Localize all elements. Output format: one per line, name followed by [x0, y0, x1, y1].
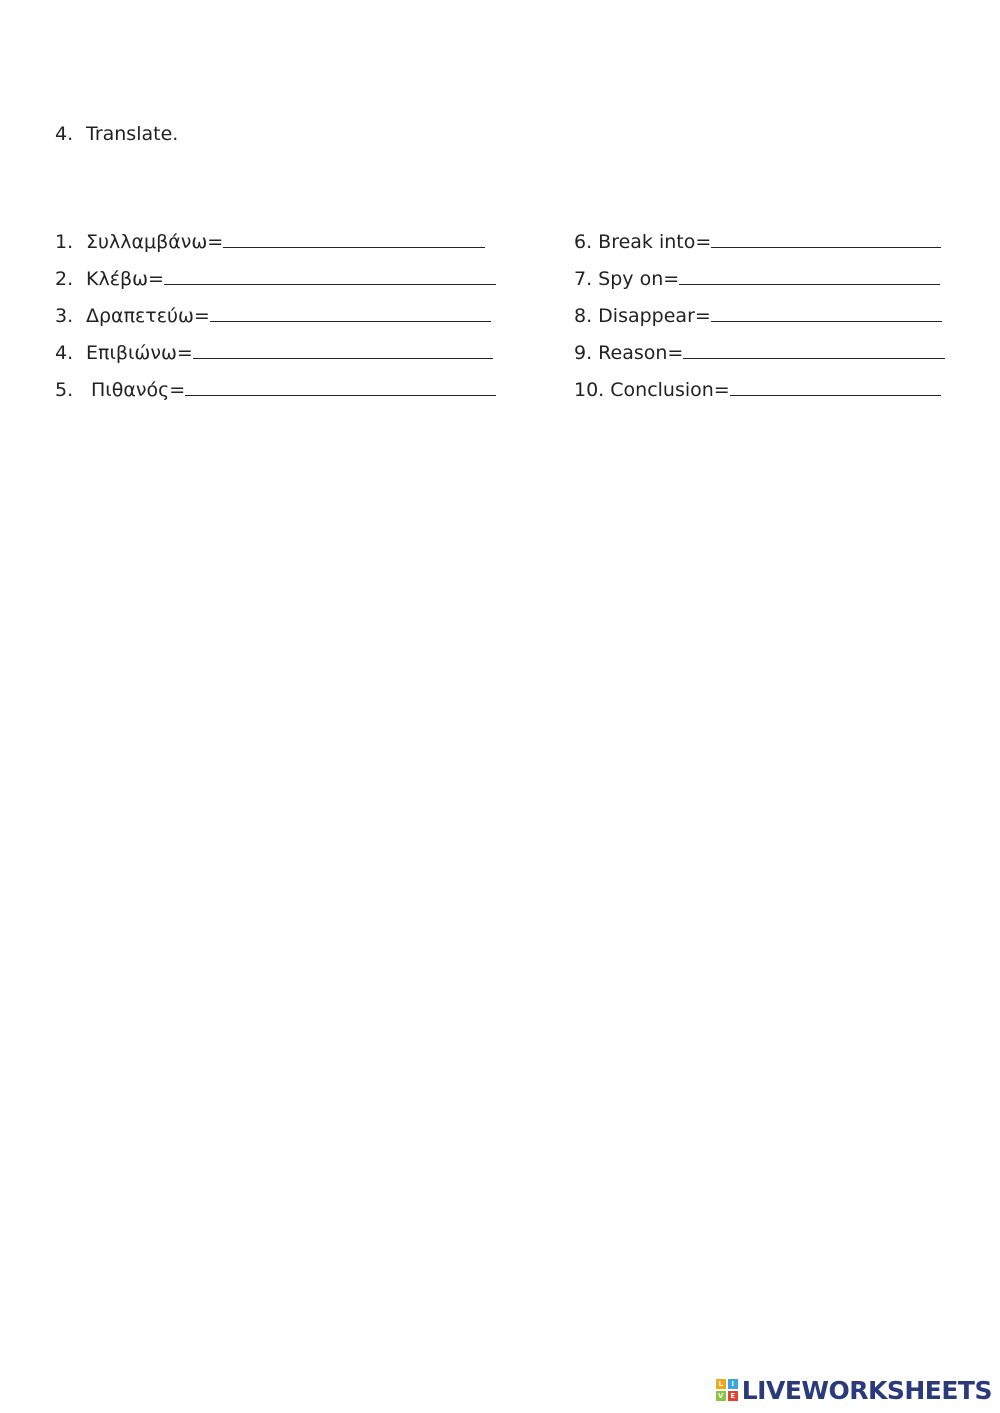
answer-blank[interactable]	[711, 303, 942, 322]
list-item	[574, 266, 940, 291]
answer-blank[interactable]	[711, 229, 941, 248]
logo-tile: I	[728, 1379, 738, 1389]
list-item	[55, 377, 496, 402]
liveworksheets-watermark	[716, 1375, 992, 1405]
logo-tile: E	[728, 1391, 738, 1401]
liveworksheets-logo-icon	[716, 1379, 738, 1401]
list-item	[574, 303, 942, 328]
list-item	[55, 303, 491, 328]
item-number: 4.	[55, 342, 74, 364]
item-word: Δραπετεύω=	[86, 305, 210, 327]
item-number: 2.	[55, 268, 74, 290]
item-word: 10. Conclusion=	[574, 379, 730, 401]
answer-blank[interactable]	[185, 377, 496, 396]
list-item	[574, 340, 945, 365]
item-word: Πιθανός=	[91, 379, 186, 401]
answer-blank[interactable]	[730, 377, 941, 396]
instruction-number: 4.	[55, 123, 74, 145]
answer-blank[interactable]	[193, 340, 493, 359]
logo-tile: L	[716, 1379, 726, 1389]
answer-blank[interactable]	[683, 340, 945, 359]
list-item	[55, 340, 493, 365]
list-item	[574, 229, 941, 254]
answer-blank[interactable]	[210, 303, 491, 322]
item-word: 7. Spy on=	[574, 268, 680, 290]
answer-blank[interactable]	[679, 266, 940, 285]
item-number: 5.	[55, 379, 74, 401]
list-item	[574, 377, 941, 402]
item-number: 3.	[55, 305, 74, 327]
item-word: Συλλαμβάνω=	[86, 231, 224, 253]
item-word: Κλέβω=	[86, 268, 164, 290]
watermark-text: LIVEWORKSHEETS	[741, 1375, 992, 1405]
item-number: 1.	[55, 231, 74, 253]
item-word: 9. Reason=	[574, 342, 684, 364]
list-item	[55, 266, 496, 291]
item-word: Επιβιώνω=	[86, 342, 193, 364]
item-word: 8. Disappear=	[574, 305, 711, 327]
answer-blank[interactable]	[164, 266, 496, 285]
instruction-text: Translate.	[86, 123, 179, 145]
item-word: 6. Break into=	[574, 231, 712, 253]
list-item	[55, 229, 485, 254]
logo-tile: V	[716, 1391, 726, 1401]
answer-blank[interactable]	[223, 229, 485, 248]
instruction	[55, 122, 178, 146]
